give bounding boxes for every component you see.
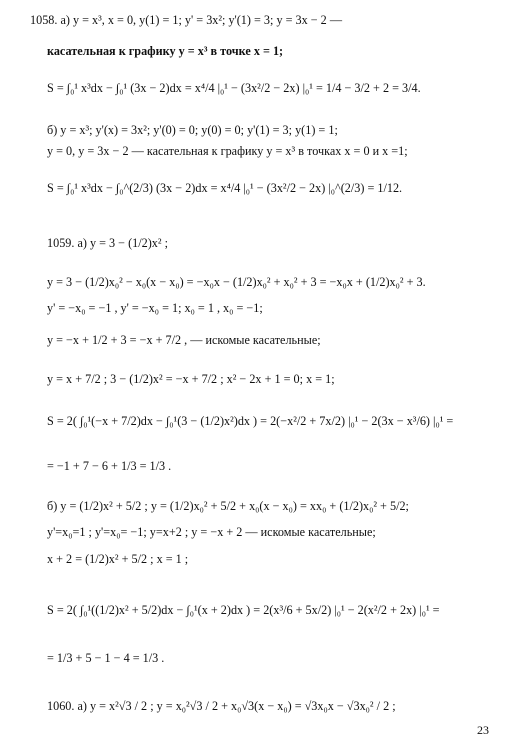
derivative-conditions-1059: y' = −x₀ = −1 , y' = −x₀ = 1; x₀ = 1 , x₀ = −1; (47, 301, 263, 315)
tangent-description: касательная к графику y = x³ в точке x = 1; (47, 44, 284, 58)
area-formula-1059b: S = 2( ∫₀¹((1/2)x² + 5/2)dx − ∫₀¹(x + 2)dx ) = 2(x³/6 + 5x/2) |₀¹ − 2(x²/2 + 2x) |₀¹ = (47, 603, 440, 617)
problem-1059b-given: б) y = (1/2)x² + 5/2 ; y = (1/2)x₀² + 5/2 + x₀(x − x₀) = xx₀ + (1/2)x₀² + 5/2; (47, 499, 409, 513)
problem-1058b-tangent: y = 0, y = 3x − 2 — касательная к графику y = x³ в точках x = 0 и x =1; (47, 144, 408, 158)
tangent-equation-1059: y = 3 − (1/2)x₀² − x₀(x − x₀) = −x₀x − (1/2)x₀² + x₀² + 3 = −x₀x + (1/2)x₀² + 3. (47, 275, 426, 289)
area-formula-1059a: S = 2( ∫₀¹(−x + 7/2)dx − ∫₀¹(3 − (1/2)x²)dx ) = 2(−x²/2 + 7x/2) |₀¹ − 2(3x − x³/6) |₀¹ = (47, 414, 454, 428)
problem-1059-statement: 1059. а) y = 3 − (1/2)x² ; (47, 236, 168, 250)
tangents-result-1059: y = −x + 1/2 + 3 = −x + 7/2 , — искомые касательные; (47, 333, 321, 347)
area-formula-1058a: S = ∫₀¹ x³dx − ∫₀¹ (3x − 2)dx = x⁴/4 |₀¹ − (3x²/2 − 2x) |₀¹ = 1/4 − 3/2 + 2 = 3/4. (47, 81, 421, 95)
intersection-1059b: x + 2 = (1/2)x² + 5/2 ; x = 1 ; (47, 552, 189, 566)
area-formula-1058b: S = ∫₀¹ x³dx − ∫₀^(2/3) (3x − 2)dx = x⁴/4 |₀¹ − (3x²/2 − 2x) |₀^(2/3) = 1/12. (47, 181, 403, 195)
tangents-result-1059b: y'=x₀=1 ; y'=x₀= −1; y=x+2 ; y = −x + 2 — искомые касательные; (47, 525, 376, 539)
problem-1060-statement: 1060. а) y = x²√3 / 2 ; y = x₀²√3 / 2 + x₀√3(x − x₀) = √3x₀x − √3x₀² / 2 ; (47, 699, 396, 713)
problem-1058-statement: 1058. а) y = x³, x = 0, y(1) = 1; y' = 3x²; y'(1) = 3; y = 3x − 2 — (30, 13, 343, 27)
page-number: 23 (477, 723, 489, 737)
intersection-1059: y = x + 7/2 ; 3 − (1/2)x² = −x + 7/2 ; x² − 2x + 1 = 0; x = 1; (47, 372, 335, 386)
area-result-1059a: = −1 + 7 − 6 + 1/3 = 1/3 . (47, 459, 172, 473)
area-result-1059b: = 1/3 + 5 − 1 − 4 = 1/3 . (47, 651, 165, 665)
problem-1058b-given: б) y = x³; y'(x) = 3x²; y'(0) = 0; y(0) = 0; y'(1) = 3; y(1) = 1; (47, 123, 338, 137)
